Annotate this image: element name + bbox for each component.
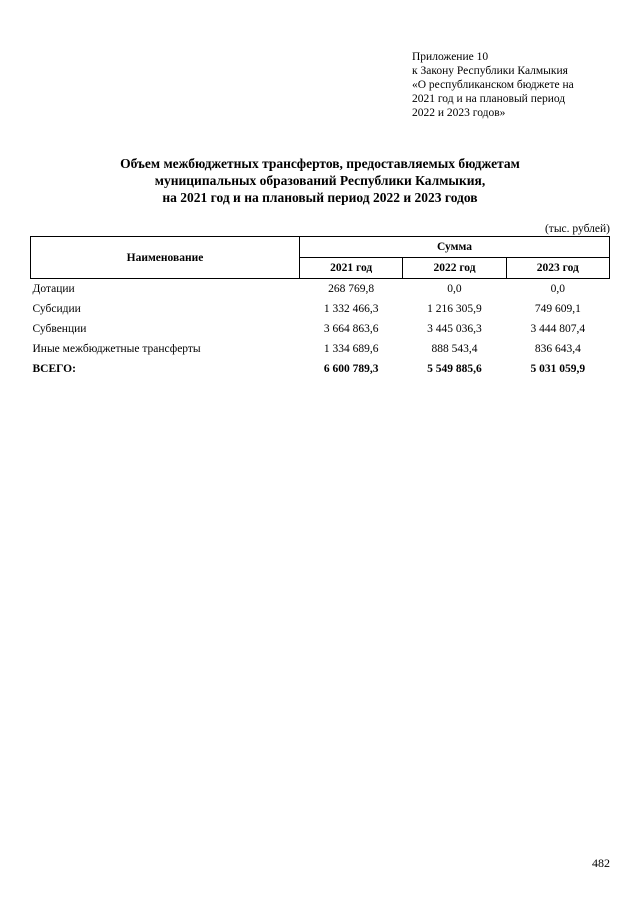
header-year-2021: 2021 год [300,258,403,279]
appendix-line: Приложение 10 [412,51,489,63]
total-2022: 5 549 885,6 [427,363,482,375]
appendix-line: 2022 и 2023 годов» [412,107,506,119]
header-name: Наименование [31,237,300,279]
title-line: на 2021 год и на плановый период 2022 и 2023 годов [162,190,478,205]
value-2023: 836 643,4 [534,343,581,355]
total-row [31,359,610,379]
value-2022: 1 216 305,9 [427,303,482,315]
row-label: Дотации [32,283,75,295]
value-2021: 3 664 863,6 [323,323,379,335]
total-2021: 6 600 789,3 [323,363,379,375]
document-title [30,155,610,206]
appendix-line: 2021 год и на плановый период [412,93,566,105]
header-sum: Сумма [300,237,610,258]
table-row [31,339,610,359]
title-line: Объем межбюджетных трансфертов, предоставляемых бюджетам [120,156,520,171]
header-year-2023: 2023 год [506,258,609,279]
table-row [31,319,610,339]
appendix-line: к Закону Республики Калмыкия [412,65,568,77]
value-2021: 1 332 466,3 [323,303,379,315]
value-2022: 0,0 [447,283,462,295]
header-year-2022: 2022 год [403,258,506,279]
value-2021: 1 334 689,6 [323,343,379,355]
total-label: ВСЕГО: [32,363,76,375]
total-2023: 5 031 059,9 [530,363,586,375]
transfers-table [30,236,610,379]
value-2023: 3 444 807,4 [530,323,586,335]
value-2021: 268 769,8 [328,283,375,295]
value-2023: 749 609,1 [534,303,581,315]
appendix-note [412,50,612,120]
row-label: Иные межбюджетные трансферты [32,343,201,355]
value-2023: 0,0 [550,283,566,295]
table-row [31,279,610,300]
value-2022: 3 445 036,3 [427,323,482,335]
title-line: муниципальных образований Республики Калмыкия, [154,173,486,188]
value-2022: 888 543,4 [431,343,478,355]
page-number: 482 [592,856,610,870]
row-label: Субвенции [32,323,87,335]
table-row [31,299,610,319]
row-label: Субсидии [32,303,81,315]
units-note: (тыс. рублей) [544,223,610,235]
appendix-line: «О республиканском бюджете на [412,79,574,91]
